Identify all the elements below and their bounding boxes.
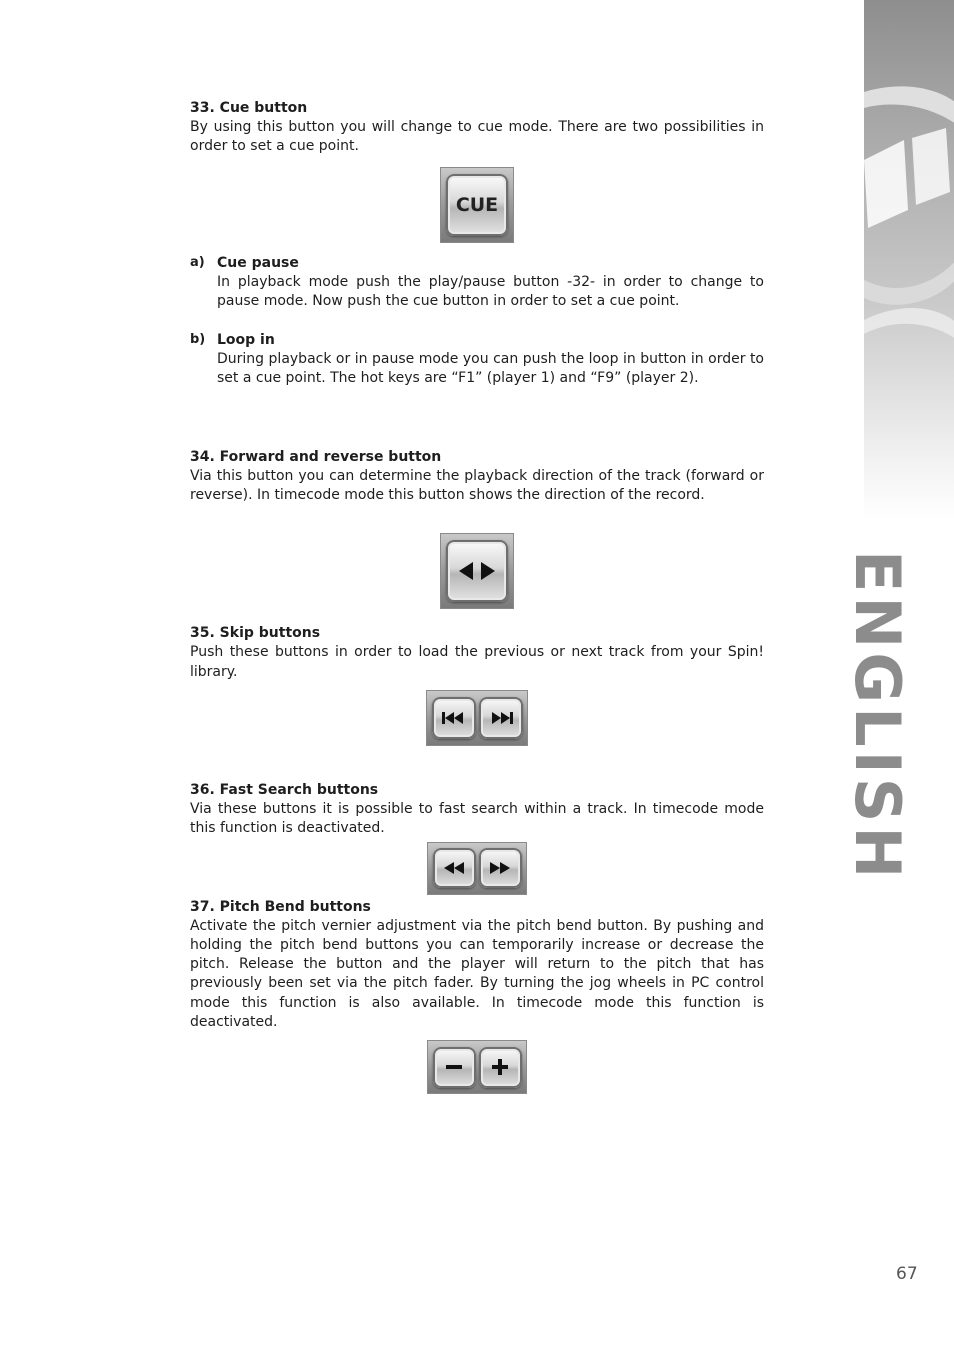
- section-body-forward-reverse: Via this button you can determine the playback direction of the track (forward or reverse). In timecode mode this button shows the direction of the record.: [190, 467, 764, 504]
- section-heading-forward-reverse: 34. Forward and reverse button: [190, 448, 442, 465]
- section-body-skip: Push these buttons in order to load the previous or next track from your Spin! library.: [190, 644, 764, 680]
- section-body-cue: By using this button you will change to cue mode. There are two possibilities in order to set a cue point.: [190, 119, 764, 155]
- subsection-cue-pause: [190, 253, 764, 312]
- plus-icon: [479, 1047, 522, 1088]
- subsection-title: Cue pause: [217, 254, 299, 271]
- section-heading-pitch-bend: 37. Pitch Bend buttons: [190, 898, 371, 915]
- section-heading-cue: 33. Cue button: [190, 100, 308, 116]
- direction-arrows-icon: [446, 540, 508, 602]
- subsection-loop-in: [190, 330, 764, 389]
- subsection-title: Loop in: [217, 332, 275, 349]
- manual-content: [190, 98, 764, 1094]
- fast-search-tile: [427, 842, 527, 895]
- language-label: ENGLISH: [841, 550, 914, 883]
- section-body-pitch-bend: Activate the pitch vernier adjustment via the pitch bend button. By pushing and holding the pitch bend buttons you can temporarily increase or decrease the pitch. Release the button and the player will return to the pitch that has previously been set via the pitch fader. By turning the jog wheels in PC control mode this function is also available. In timecode mode this function is deactivated.: [190, 917, 764, 1031]
- cue-button-icon: CUE: [446, 174, 508, 236]
- direction-button-illustration: [190, 533, 764, 609]
- logo-swoosh-icon: [864, 0, 954, 520]
- pitch-bend-tile: [427, 1040, 527, 1094]
- fast-forward-icon: [479, 848, 522, 888]
- rewind-icon: [433, 848, 476, 888]
- minus-icon: [433, 1047, 476, 1088]
- subsection-body: During playback or in pause mode you can push the loop in button in order to set a cue point. The hot keys are “F1” (player 1) and “F9” (player 2).: [217, 351, 764, 387]
- fast-search-illustration: [190, 842, 764, 895]
- skip-next-icon: [479, 697, 523, 739]
- pitch-bend-illustration: [190, 1040, 764, 1094]
- section-body-fast-search: Via these buttons it is possible to fast search within a track. In timecode mode this function is deactivated.: [190, 800, 764, 837]
- page-number: 67: [896, 1264, 918, 1284]
- section-heading-fast-search: 36. Fast Search buttons: [190, 781, 379, 798]
- subsection-body: In playback mode push the play/pause button -32- in order to change to pause mode. Now push the cue button in order to set a cue point.: [217, 273, 764, 309]
- cue-tile: [440, 167, 514, 243]
- subsection-label: b): [190, 332, 206, 348]
- skip-previous-icon: [432, 697, 476, 739]
- skip-buttons-illustration: [190, 690, 764, 746]
- cue-button-illustration: [190, 167, 764, 243]
- skip-tile: [426, 690, 528, 746]
- direction-tile: [440, 533, 514, 609]
- subsection-label: a): [190, 254, 205, 270]
- section-heading-skip: 35. Skip buttons: [190, 625, 321, 642]
